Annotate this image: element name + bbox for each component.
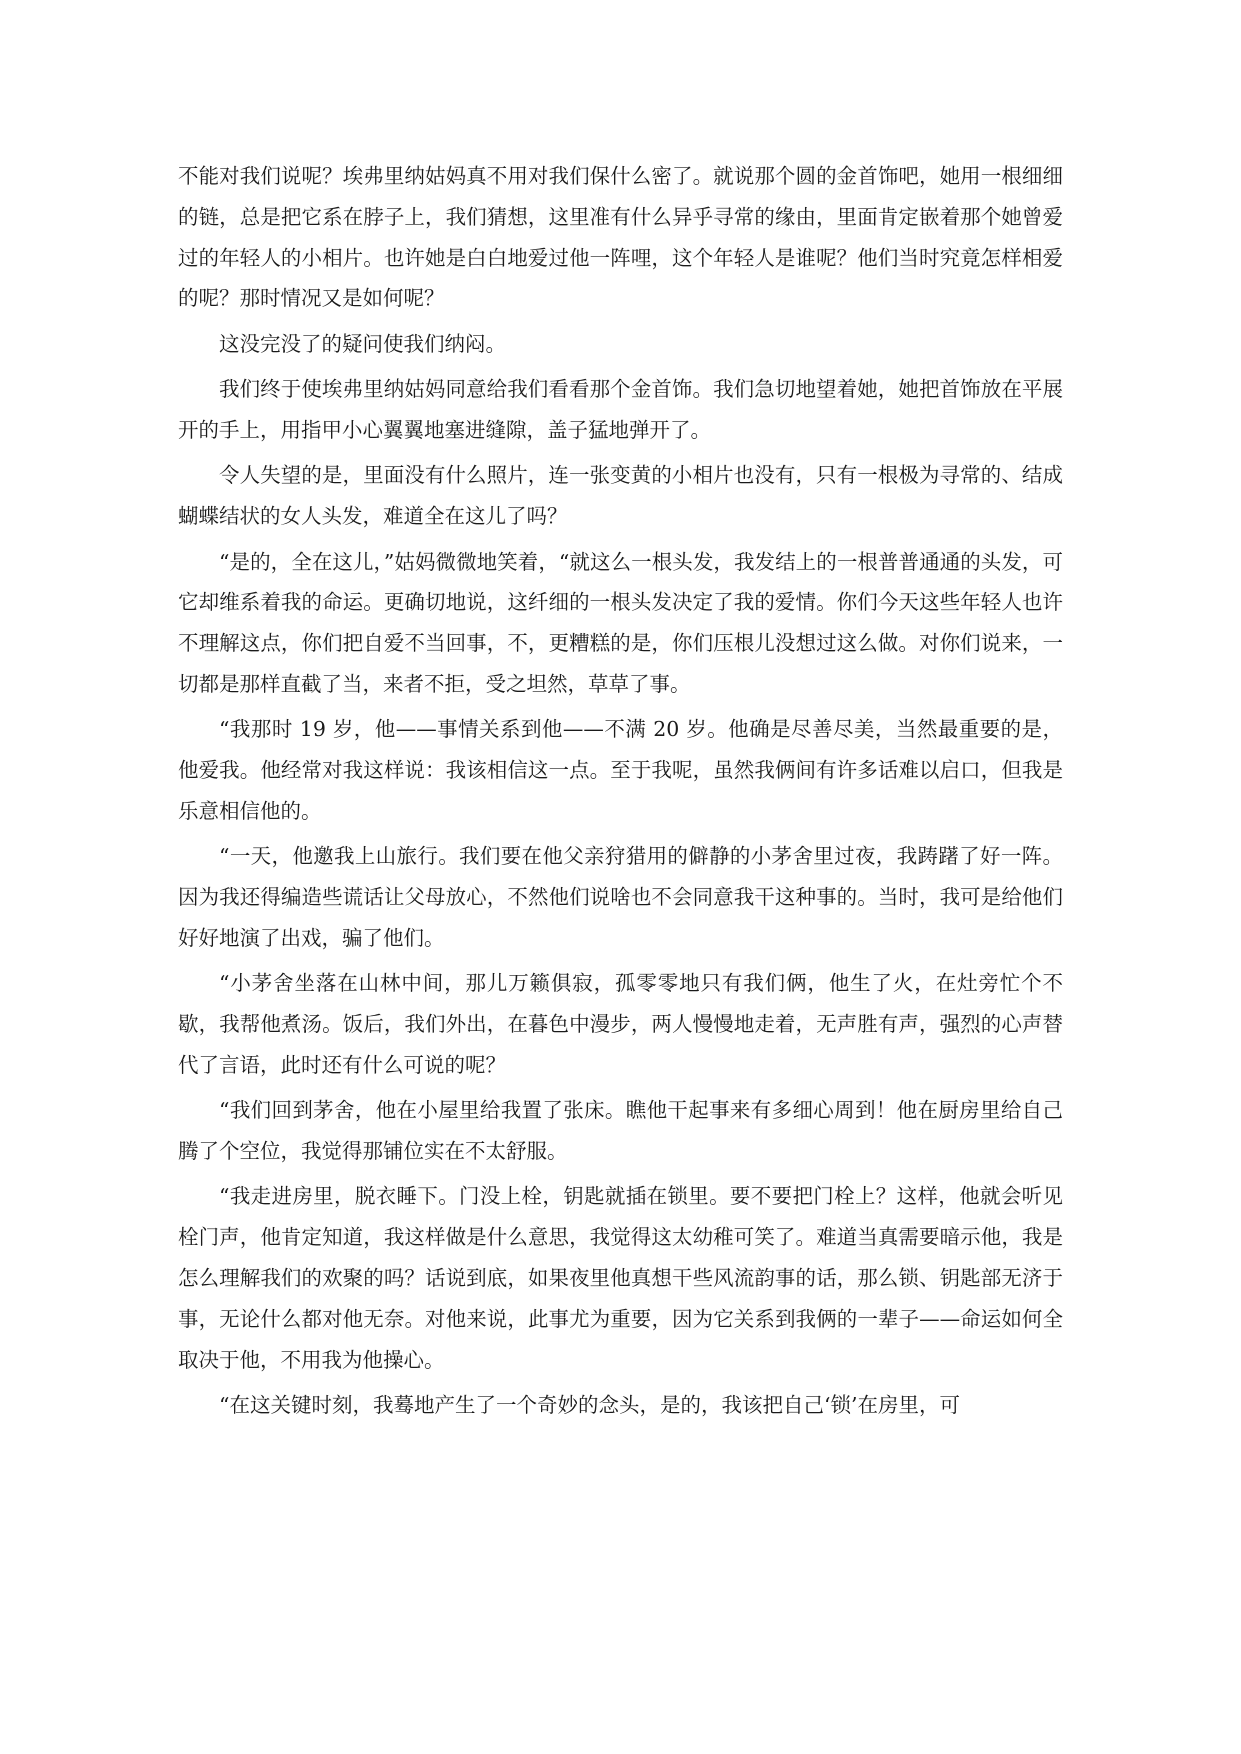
paragraph: 令人失望的是，里面没有什么照片，连一张变黄的小相片也没有，只有一根极为寻常的、结成蝴蝶结状的女人头发，难道全在这儿了吗？ <box>178 463 1063 529</box>
paragraph: 这没完没了的疑问使我们纳闷。 <box>219 331 506 356</box>
paragraph: “一天，他邀我上山旅行。我们要在他父亲狩猎用的僻静的小茅舍里过夜，我踌躇了好一阵。因为我还得编造些谎话让父母放心，不然他们说啥也不会同意我干这种事的。当时，我可是给他们好好地演了出戏，骗了他们。 <box>178 844 1063 950</box>
paragraph: “在这关键时刻，我蓦地产生了一个奇妙的念头，是的，我该把自己‘锁’在房里，可 <box>219 1393 961 1418</box>
paragraph: “我们回到茅舍，他在小屋里给我置了张床。瞧他干起事来有多细心周到！他在厨房里给自己腾了个空位，我觉得那铺位实在不太舒服。 <box>178 1098 1063 1164</box>
paragraph: 不能对我们说呢？埃弗里纳姑妈真不用对我们保什么密了。就说那个圆的金首饰吧，她用一根细细的链，总是把它系在脖子上，我们猜想，这里准有什么异乎寻常的缘由，里面肯定嵌着那个她曾爱过的年轻人的小相片。也许她是白白地爱过他一阵哩，这个年轻人是谁呢？他们当时究竟怎样相爱的呢？那时情况又是如何呢？ <box>178 164 1063 311</box>
paragraph: 我们终于使埃弗里纳姑妈同意给我们看看那个金首饰。我们急切地望着她，她把首饰放在平展开的手上，用指甲小心翼翼地塞进缝隙，盖子猛地弹开了。 <box>178 377 1063 442</box>
paragraph: “我那时 19 岁，他——事情关系到他——不满 20 岁。他确是尽善尽美，当然最重要的是，他爱我。他经常对我这样说：我该相信这一点。至于我呢，虽然我俩间有许多话难以启口，但我是乐意相信他的。 <box>178 717 1063 823</box>
paragraph: “是的，全在这儿，”姑妈微微地笑着，“就这么一根头发，我发结上的一根普普通通的头发，可它却维系着我的命运。更确切地说，这纤细的一根头发决定了我的爱情。你们今天这些年轻人也许不理解这点，你们把自爱不当回事，不，更糟糕的是，你们压根儿没想过这么做。对你们说来，一切都是那样直截了当，来者不拒，受之坦然，草草了事。 <box>178 549 1063 696</box>
body-text <box>178 156 1063 1430</box>
paragraph: “小茅舍坐落在山林中间，那儿万籁俱寂，孤零零地只有我们俩，他生了火，在灶旁忙个不歇，我帮他煮汤。饭后，我们外出，在暮色中漫步，两人慢慢地走着，无声胜有声，强烈的心声替代了言语，此时还有什么可说的呢？ <box>178 971 1063 1077</box>
paragraph: “我走进房里，脱衣睡下。门没上栓，钥匙就插在锁里。要不要把门栓上？这样，他就会听见栓门声，他肯定知道，我这样做是什么意思，我觉得这太幼稚可笑了。难道当真需要暗示他，我是怎么理解我们的欢聚的吗？话说到底，如果夜里他真想干些风流韵事的话，那么锁、钥匙部无济于事，无论什么都对他无奈。对他来说，此事尤为重要，因为它关系到我俩的一辈子——命运如何全取决于他，不用我为他操心。 <box>178 1184 1063 1372</box>
